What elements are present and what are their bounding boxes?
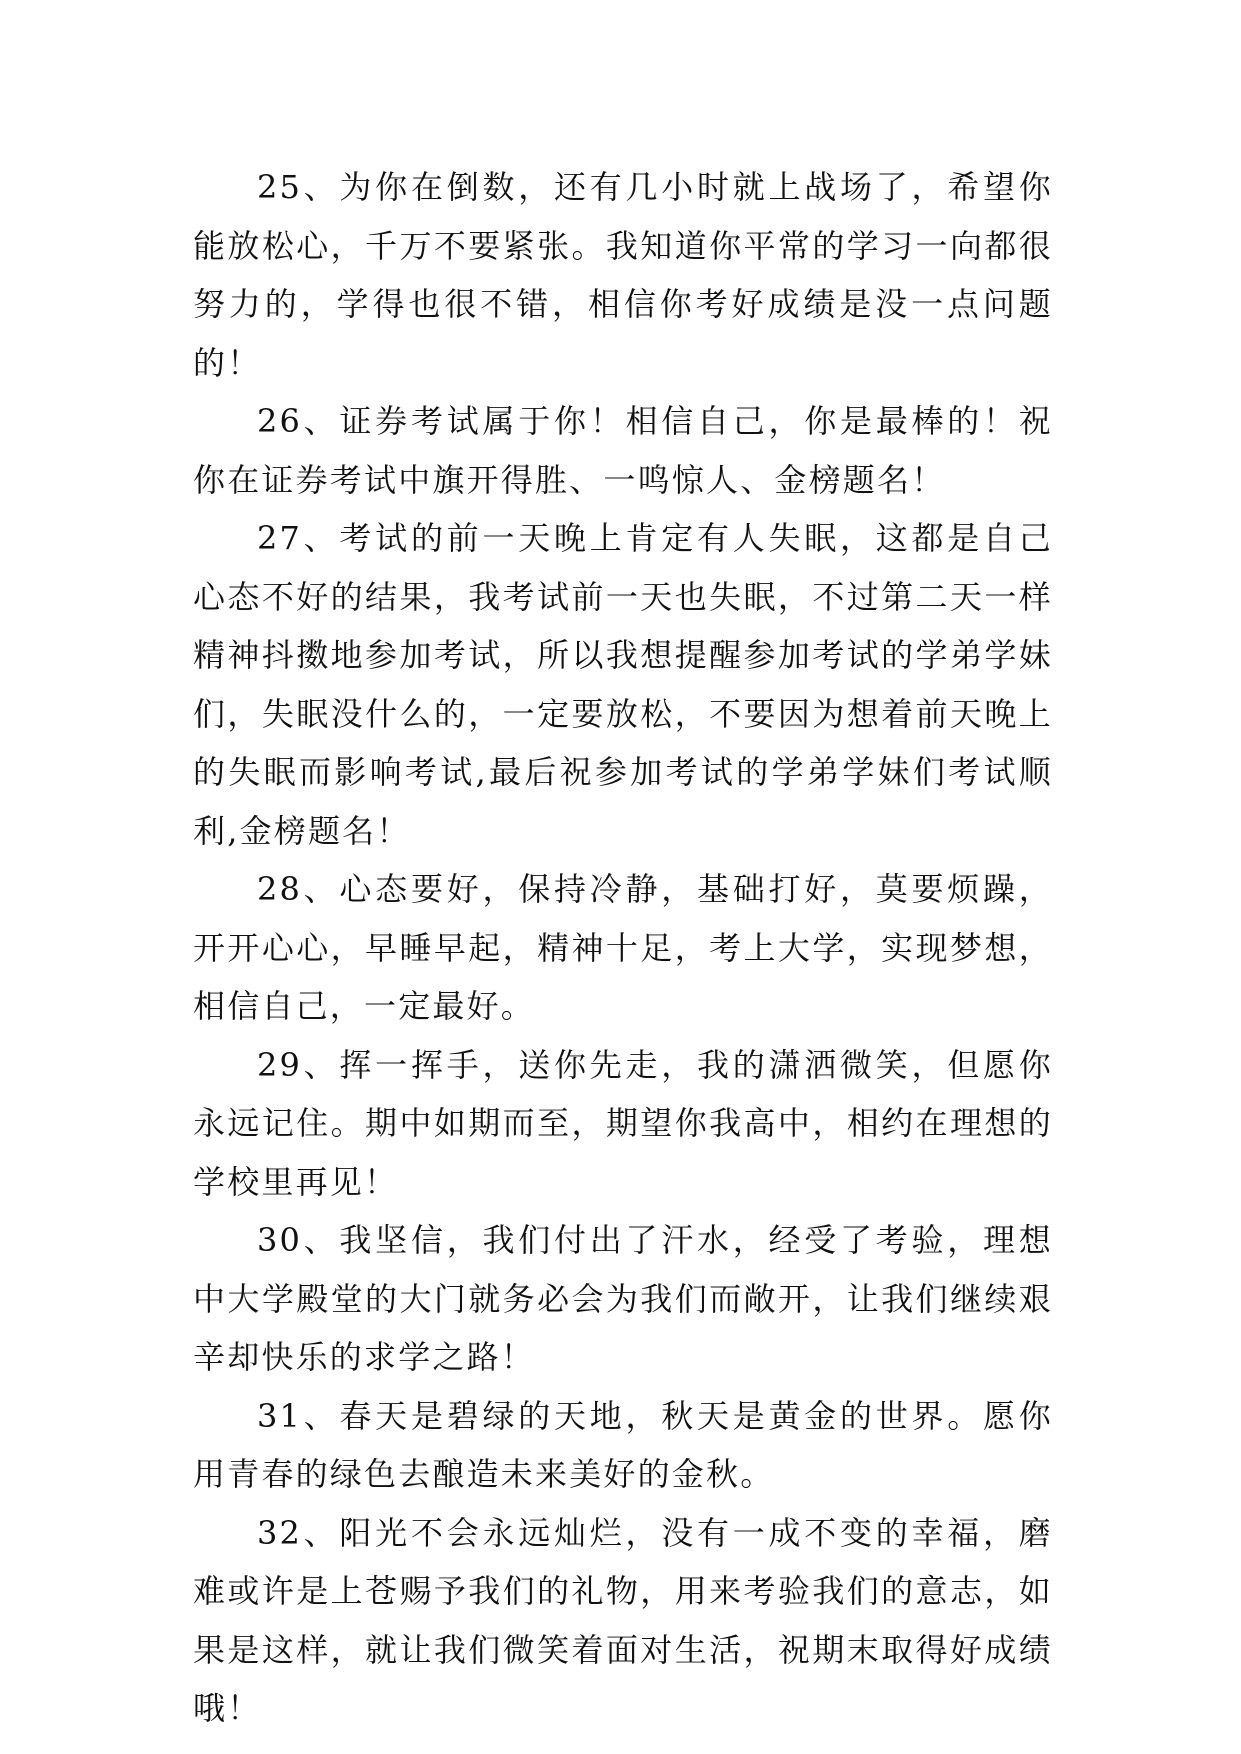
paragraph-26: 26、证券考试属于你！相信自己，你是最棒的！祝你在证券考试中旗开得胜、一鸣惊人、金榜题名！ (193, 402, 1053, 499)
paragraph-27: 27、考试的前一天晚上肯定有人失眠，这都是自己心态不好的结果，我考试前一天也失眠，不过第二天一样精神抖擞地参加考试，所以我想提醒参加考试的学弟学妹们，失眠没什么的，一定要放松，不要因为想着前天晚上的失眠而影响考试,最后祝参加考试的学弟学妹们考试顺利,金榜题名！ (193, 519, 1053, 850)
paragraph-32: 32、阳光不会永远灿烂，没有一成不变的幸福，磨难或许是上苍赐予我们的礼物，用来考验我们的意志，如果是这样，就让我们微笑着面对生活，祝期末取得好成绩哦！ (193, 1513, 1053, 1727)
document-body (193, 158, 1053, 1738)
paragraph-30: 30、我坚信，我们付出了汗水，经受了考验，理想中大学殿堂的大门就务必会为我们而敞开，让我们继续艰辛却快乐的求学之路！ (193, 1221, 1053, 1376)
paragraph-28: 28、心态要好，保持冷静，基础打好，莫要烦躁，开开心心，早睡早起，精神十足，考上大学，实现梦想，相信自己，一定最好。 (193, 870, 1053, 1025)
paragraph-31: 31、春天是碧绿的天地，秋天是黄金的世界。愿你用青春的绿色去酿造未来美好的金秋。 (193, 1396, 1053, 1493)
paragraph-25: 25、为你在倒数，还有几小时就上战场了，希望你能放松心，千万不要紧张。我知道你平常的学习一向都很努力的，学得也很不错，相信你考好成绩是没一点问题的！ (193, 168, 1053, 382)
paragraph-29: 29、挥一挥手，送你先走，我的潇洒微笑，但愿你永远记住。期中如期而至，期望你我高中，相约在理想的学校里再见！ (193, 1045, 1053, 1201)
